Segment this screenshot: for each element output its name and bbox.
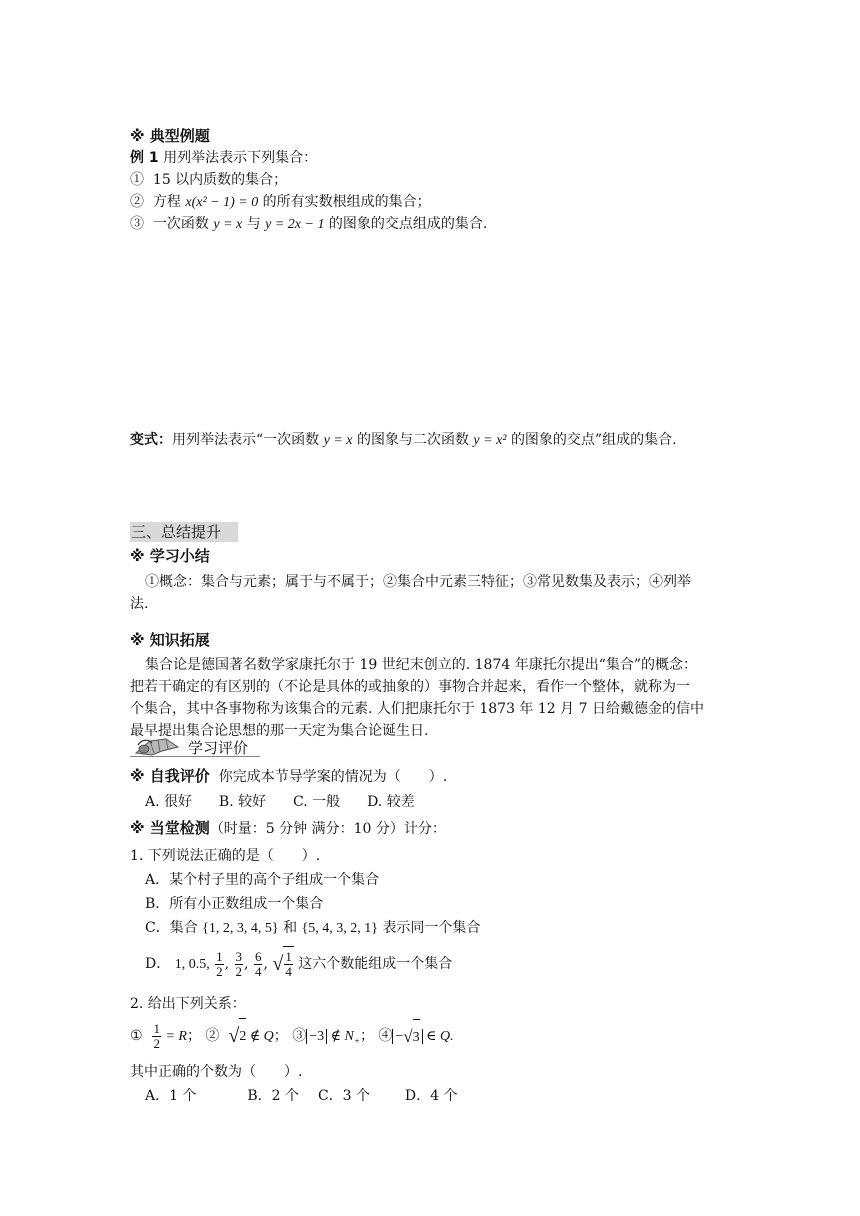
study-summary-heading: ※ 学习小结 (130, 547, 210, 565)
question-2-stem: 2. 给出下列关系： (130, 996, 246, 1012)
variant-problem (130, 430, 677, 451)
option: D. 较差 (367, 794, 415, 810)
option-text: 和 (283, 920, 298, 936)
self-evaluation-options (145, 792, 415, 812)
equation: y = x (213, 217, 243, 232)
example-1-text: 用列举法表示下列集合： (163, 150, 318, 166)
option: A．1 个 (145, 1088, 197, 1104)
question-2-ask: 其中正确的个数为（ ）. (130, 1064, 303, 1080)
sqrt-2: √2 (228, 1018, 246, 1054)
example-item-1 (130, 170, 287, 190)
absolute-value: −3 (306, 1029, 327, 1044)
variant-text: 的图象与二次函数 (356, 432, 469, 448)
set-expression: {1, 2, 3, 4, 5} (202, 921, 279, 936)
item-mark: ③ (292, 1028, 307, 1044)
extension-line: 个集合，其中各事物称为该集合的元素. 人们把康托尔于 1873 年 12 月 7 日给戴德金的信中 (130, 701, 704, 717)
option-text: D． (145, 956, 171, 972)
fraction-1-2: $\frac{1}{2}$ (153, 1020, 160, 1051)
option-text: 这六个数能组成一个集合 (298, 956, 453, 972)
class-test-text: （时量：5 分钟 满分：10 分）计分： (209, 821, 446, 837)
question-1-option-a: A．某个村子里的高个子组成一个集合 (145, 872, 380, 888)
example-item-3 (130, 214, 487, 235)
class-test (130, 818, 446, 839)
class-test-heading: ※ 当堂检测 (130, 819, 210, 837)
question-1-option-d: D． 1, 0.5, $\frac{1}{2}$ , $\frac{3}{2}$ , $\frac{6}{4}$ , √ $\frac{1}{4}$ 这六个数能组成一个集合 (145, 946, 452, 982)
item-text: 15 以内质数的集合； (152, 172, 288, 188)
self-evaluation (130, 766, 447, 787)
fraction-6-4: $\frac{6}{4}$ (254, 948, 262, 979)
item-text: 的图象的交点组成的集合. (328, 216, 488, 232)
question-1-stem: 1. 下列说法正确的是（ ）. (130, 848, 321, 864)
self-evaluation-heading: ※ 自我评价 (130, 767, 210, 785)
item-mark: ① (130, 172, 144, 188)
extension-line: 最早提出集合论思想的那一天定为集合论诞生日. (130, 723, 429, 739)
question-1-option-c (145, 918, 480, 939)
absolute-value: −√3 (392, 1029, 422, 1044)
question-2-relations: ① $\frac{1}{2}$ = R； ② √2 ∉ Q； ③ −3 ∉ $N_+$； ④ −√3 ∈ Q. (130, 1018, 454, 1058)
equation: y = 2x − 1 (265, 217, 325, 232)
option-text: 表示同一个集合 (382, 920, 481, 936)
option: C. 一般 (293, 794, 341, 810)
sqrt-one-quarter: √ $\frac{1}{4}$ (272, 946, 293, 982)
option: B．2 个 (247, 1088, 300, 1104)
question-1-option-b: B．所有小正数组成一个集合 (145, 896, 324, 912)
extension-line: 把若干确定的有区别的（不论是具体的或抽象的）事物合并起来，看作一个整体，就称为一 (130, 679, 690, 695)
item-text: 一次函数 (152, 216, 209, 232)
item-mark: ④ (378, 1028, 393, 1044)
item-mark: ② (205, 1028, 220, 1044)
section-title: 三、总结提升 (131, 523, 222, 541)
number-list: 1, 0.5, (174, 957, 210, 972)
fraction-1-2: $\frac{1}{2}$ (216, 948, 223, 979)
example-item-2 (130, 192, 431, 213)
option: D．4 个 (404, 1088, 458, 1104)
fraction-3-2: $\frac{3}{2}$ (235, 948, 243, 979)
item-text: 与 (246, 216, 261, 232)
item-text: 的所有实数根组成的集合； (262, 194, 431, 210)
variant-text: 用列举法表示“一次函数 (172, 432, 320, 448)
example-1 (130, 148, 317, 168)
extension-line: 集合论是德国著名数学家康托尔于 19 世纪末创立的. 1874 年康托尔提出“集合”的概念： (145, 657, 698, 673)
option: B. 较好 (218, 794, 267, 810)
item-mark: ③ (130, 216, 144, 232)
question-2-options (145, 1086, 458, 1106)
item-mark: ② (130, 194, 144, 210)
item-text: 方程 (152, 194, 181, 210)
variant-label: 变式： (130, 432, 172, 448)
knowledge-extension-heading: ※ 知识拓展 (130, 631, 210, 649)
equation: y = x² (473, 433, 507, 448)
evaluation-title: 学习评价 (188, 739, 249, 757)
example-1-label: 例 1 (130, 150, 159, 166)
option: C．3 个 (317, 1088, 371, 1104)
set-expression: {5, 4, 3, 2, 1} (301, 921, 378, 936)
equation: y = x (323, 433, 353, 448)
self-evaluation-text: 你完成本节导学案的情况为（ ）. (218, 769, 448, 785)
option-text: C．集合 (145, 920, 198, 936)
study-summary-line: 法. (130, 596, 149, 612)
study-summary-line: ①概念：集合与元素；属于与不属于；②集合中元素三特征；③常见数集及表示；④列举 (145, 574, 691, 590)
variant-text: 的图象的交点”组成的集合. (510, 432, 677, 448)
examples-heading: ※ 典型例题 (130, 127, 210, 145)
item-mark: ① (130, 1028, 143, 1044)
option: A. 很好 (145, 794, 193, 810)
equation: x(x² − 1) = 0 (185, 195, 259, 210)
